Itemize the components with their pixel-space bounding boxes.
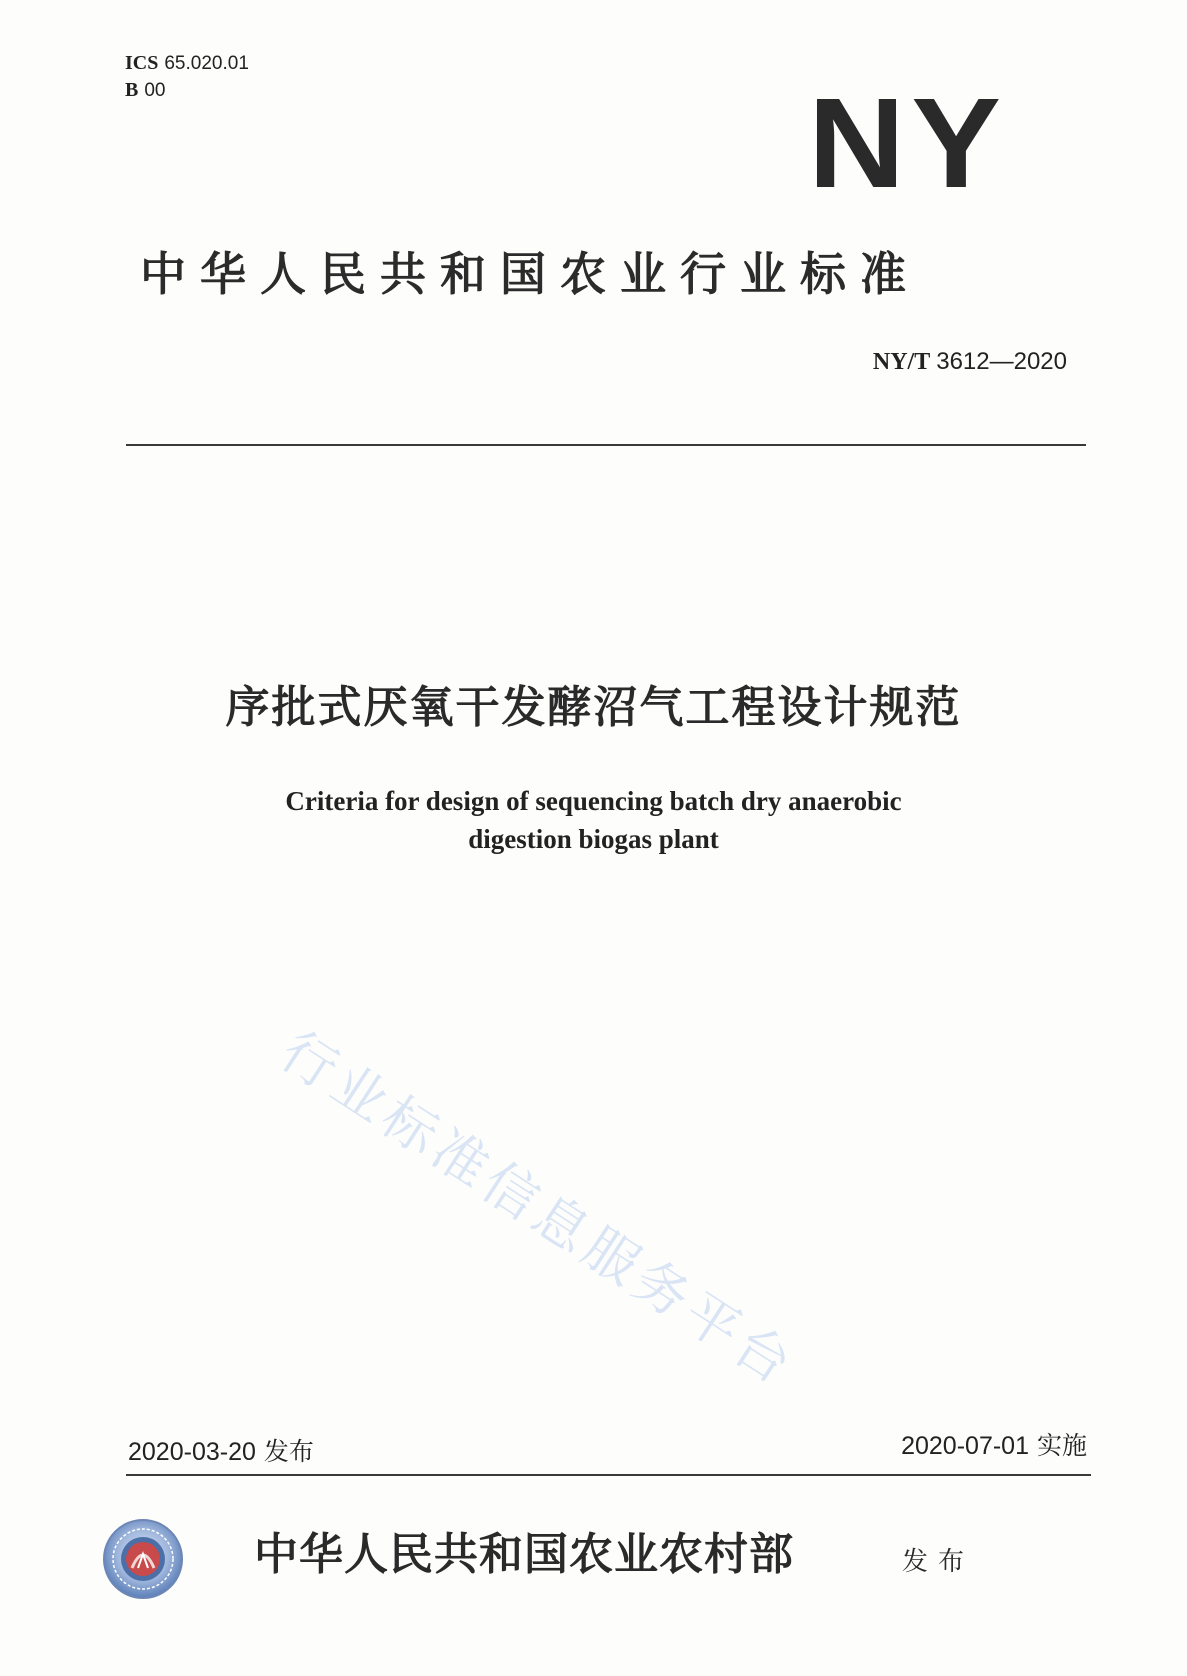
publisher-name: 中华人民共和国农业农村部 [254,1529,794,1580]
implementation-date-label: 实施 [1036,1431,1087,1460]
ministry-seal-icon [102,1518,184,1600]
implementation-date-value: 2020-07-01 [901,1432,1029,1460]
standard-number-value: 3612—2020 [936,348,1067,375]
issue-date [128,1436,314,1468]
watermark: 行业标准信息服务平台 [269,1019,808,1399]
top-divider [126,444,1086,446]
title-english [0,782,1187,858]
bottom-divider [126,1474,1091,1476]
implementation-date [901,1430,1087,1462]
publisher-label: 发布 [902,1547,975,1577]
ny-logo: NY [808,72,1008,215]
ccs-label: B [125,79,139,101]
ccs-value: 00 [144,80,166,101]
ics-code-block [125,50,249,104]
title-english-line-2: digestion biogas plant [468,824,719,854]
ccs-row [125,77,249,104]
standard-number [873,346,1067,377]
ics-value: 65.020.01 [164,53,249,74]
title-english-line-1: Criteria for design of sequencing batch dry anaerobic [285,786,902,816]
standard-classification: 中华人民共和国农业行业标准 [140,247,920,301]
standard-number-prefix: NY/T [872,349,931,375]
issue-date-value: 2020-03-20 [128,1438,256,1466]
issue-date-label: 发布 [263,1437,314,1466]
ics-row [125,50,249,77]
title-chinese: 序批式厌氧干发酵沼气工程设计规范 [225,682,962,733]
ics-label: ICS [125,52,159,74]
